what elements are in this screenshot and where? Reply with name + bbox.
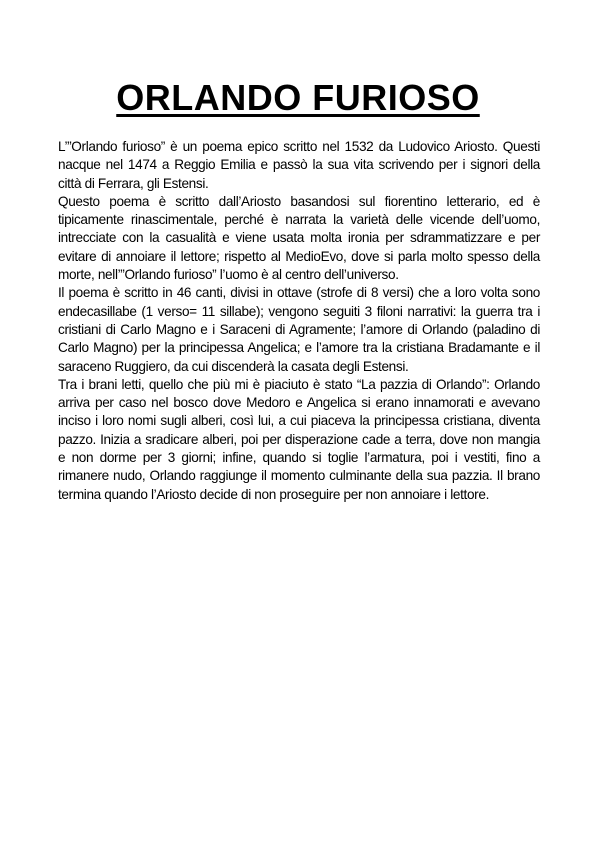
paragraph-structure: Il poema è scritto in 46 canti, divisi in ottave (strofe di 8 versi) che a loro volta sono endecasillabe (1 verso= 11 sillabe); vengono seguiti 3 filoni narrativi: la guerra tra i cristiani di Carlo Magno e i Saraceni di Agramente; l’amore di Orlando (paladino di Carlo Magno) per la principessa Angelica; e l’amore tra la cristiana Bradamante e il saraceno Ruggiero, da cui discenderà la casata degli Estensi.	[58, 285, 540, 374]
document-body	[58, 138, 540, 504]
paragraph-style: Questo poema è scritto dall’Ariosto basandosi sul fiorentino letterario, ed è tipicamente rinascimentale, perché è narrata la varietà delle vicende dell’uomo, intrecciate con la casualità e viene usata molta ironia per sdrammatizzare e per evitare di annoiare il lettore; rispetto al MedioEvo, dove si parla molto spesso della morte, nell’”Orlando furioso” l’uomo è al centro dell’universo.	[58, 193, 540, 283]
title-text: ORLANDO FURIOSO	[116, 77, 480, 118]
paragraph-intro: L’”Orlando furioso” è un poema epico scritto nel 1532 da Ludovico Ariosto. Questi nacque nel 1474 a Reggio Emilia e passò la sua vita scrivendo per i signori della città di Ferrara, gli Estensi.	[58, 139, 540, 191]
paragraph-favorite-passage: Tra i brani letti, quello che più mi è piaciuto è stato “La pazzia di Orlando”: Orlando arriva per caso nel bosco dove Medoro e Angelica si erano innamorati e avevano inciso i loro nomi sugli alberi, così lui, a cui piaceva la principessa cristiana, diventa pazzo. Inizia a sradicare alberi, poi per disperazione cade a terra, dove non mangia e non dorme per 3 giorni; infine, quando si toglie l’armatura, poi i vestiti, fino a rimanere nudo, Orlando raggiunge il momento culminante della sua pazzia. Il brano termina quando l’Ariosto decide di non proseguire per non annoiare i lettore.	[58, 376, 540, 502]
page-title	[0, 76, 596, 120]
